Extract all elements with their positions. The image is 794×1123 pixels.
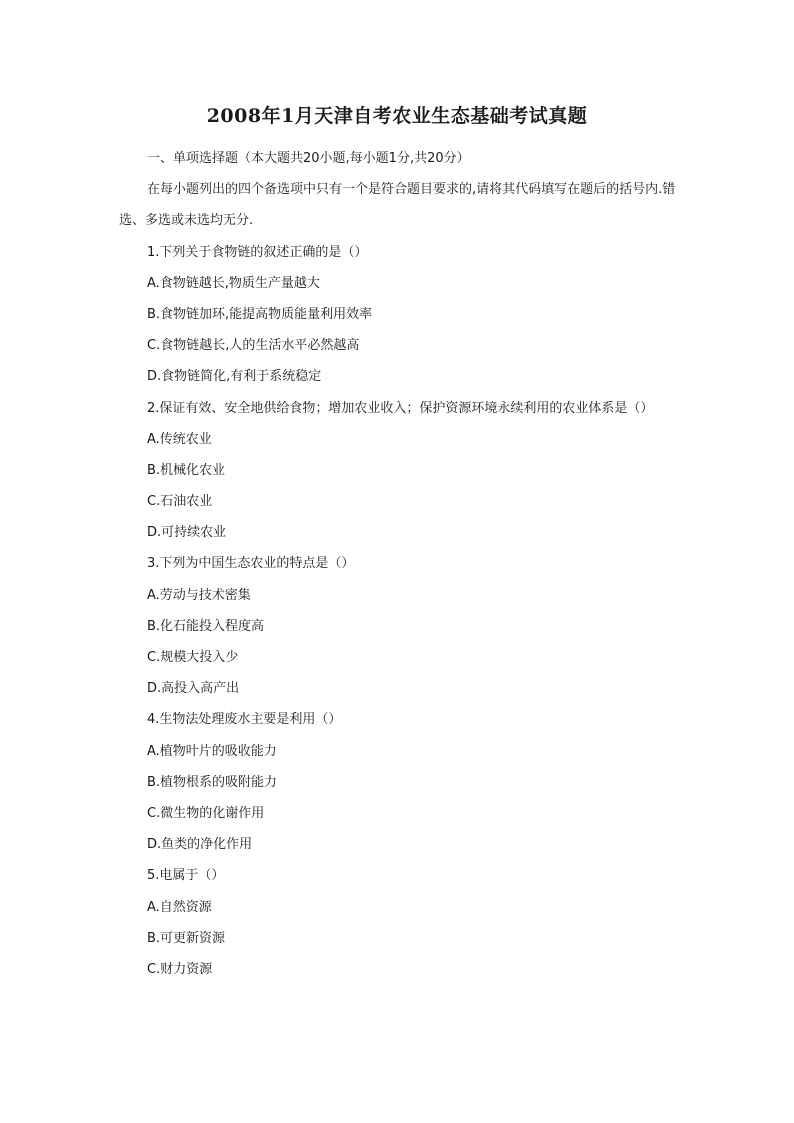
document-title: 2008年1月天津自考农业生态基础考试真题: [206, 105, 588, 127]
question-stem: 1.下列关于食物链的叙述正确的是（）: [147, 244, 368, 260]
option-d: D.可持续农业: [147, 525, 227, 541]
option-b: B.植物根系的吸附能力: [147, 774, 278, 790]
option-a: A.食物链越长,物质生产量越大: [147, 275, 320, 291]
option-a: A.植物叶片的吸收能力: [147, 743, 277, 759]
question-stem: 3.下列为中国生态农业的特点是（）: [147, 556, 355, 572]
option-c: C.微生物的化谢作用: [147, 805, 265, 821]
document-body: [119, 143, 679, 985]
option-c: C.规模大投入少: [147, 650, 239, 666]
option-a: A.传统农业: [147, 431, 212, 447]
option-c: C.财力资源: [147, 961, 213, 977]
option-b: B.食物链加环,能提高物质能量利用效率: [147, 306, 373, 322]
option-c: C.食物链越长,人的生活水平必然越高: [147, 338, 360, 354]
option-a: A.自然资源: [147, 899, 212, 915]
option-d: D.高投入高产出: [147, 681, 240, 697]
question-stem: 2.保证有效、安全地供给食物；增加农业收入；保护资源环境永续利用的农业体系是（）: [147, 400, 654, 416]
option-d: D.鱼类的净化作用: [147, 837, 253, 853]
section-heading: 一、单项选择题（本大题共20小题,每小题1分,共20分）: [147, 151, 470, 166]
option-a: A.劳动与技术密集: [147, 587, 251, 603]
option-c: C.石油农业: [147, 494, 213, 510]
question-stem: 5.电属于（）: [147, 868, 225, 884]
instructions-paragraph: 在每小题列出的四个备选项中只有一个是符合题目要求的,请将其代码填写在题后的括号内.错选、多选或未选均无分.: [119, 182, 676, 229]
question-stem: 4.生物法处理废水主要是利用（）: [147, 712, 342, 728]
option-b: B.机械化农业: [147, 462, 226, 478]
option-b: B.可更新资源: [147, 930, 226, 946]
option-b: B.化石能投入程度高: [147, 618, 265, 634]
option-d: D.食物链简化,有利于系统稳定: [147, 369, 322, 385]
